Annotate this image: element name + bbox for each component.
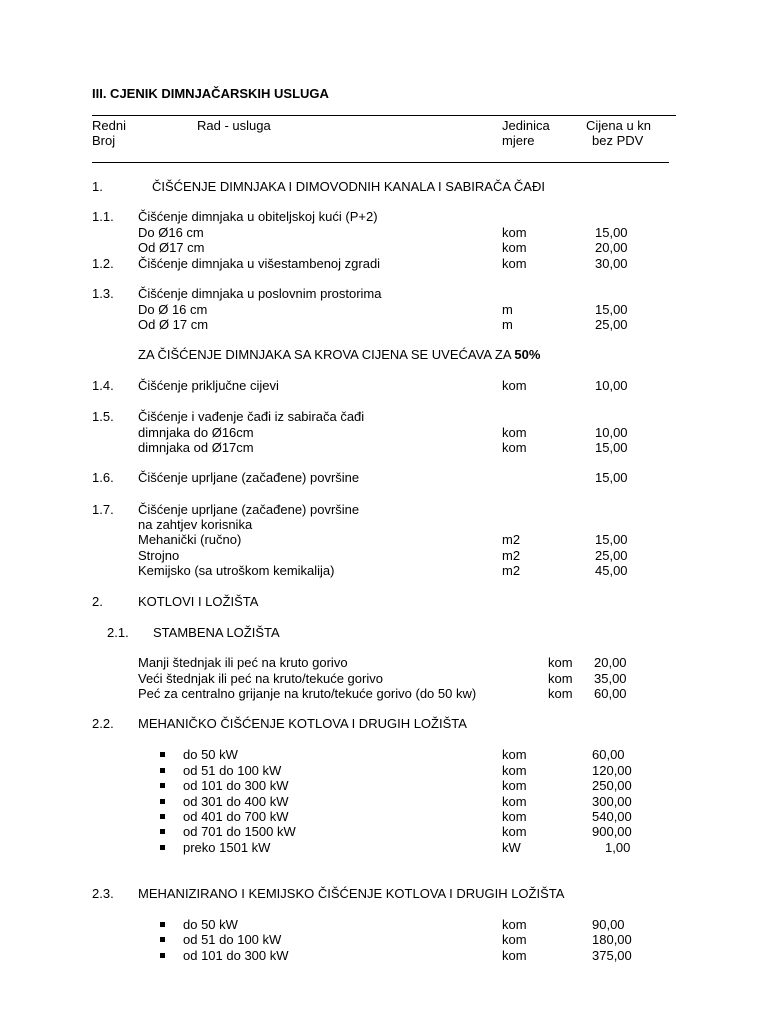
list-item-unit: kom (502, 809, 527, 824)
surcharge-note-text: ZA ČIŠĆENJE DIMNJAKA SA KROVA CIJENA SE UVEĆAVA ZA (138, 347, 515, 362)
list-item-price: 90,00 (592, 917, 625, 932)
row-price: 45,00 (595, 563, 628, 578)
item-number: 1.4. (92, 378, 114, 393)
item-title: Čišćenje uprljane (začađene) površine (138, 502, 360, 517)
row-unit: kom (502, 425, 527, 440)
list-item-label: preko 1501 kW (183, 840, 271, 855)
bullet-icon (160, 768, 165, 773)
row-label: Strojno (138, 548, 180, 563)
list-item-unit: kom (502, 794, 527, 809)
item-title-2: na zahtjev korisnika (138, 517, 253, 532)
list-item-price: 120,00 (592, 763, 632, 778)
page-title: III. CJENIK DIMNJAČARSKIH USLUGA (92, 86, 329, 101)
row-price: 20,00 (595, 240, 628, 255)
bullet-icon (160, 953, 165, 958)
bullet-icon (160, 829, 165, 834)
item-number: 1.7. (92, 502, 114, 517)
row-unit: m (502, 317, 513, 332)
bullet-icon (160, 783, 165, 788)
list-item-unit: kom (502, 824, 527, 839)
row-unit: m (502, 302, 513, 317)
row-unit: m2 (502, 532, 521, 547)
row-price: 15,00 (595, 470, 628, 485)
item-number: 2.1. (107, 625, 129, 640)
list-item-unit: kom (502, 948, 527, 963)
list-item-label: od 51 do 100 kW (183, 763, 282, 778)
item-title: MEHANIZIRANO I KEMIJSKO ČIŠĆENJE KOTLOVA I DRUGIH LOŽIŠTA (138, 886, 565, 901)
item-title: STAMBENA LOŽIŠTA (153, 625, 280, 640)
row-price: 15,00 (595, 440, 628, 455)
list-item-unit: kW (502, 840, 521, 855)
list-item-label: od 701 do 1500 kW (183, 824, 296, 839)
row-unit: m2 (502, 563, 521, 578)
bullet-icon (160, 752, 165, 757)
row-price: 10,00 (595, 425, 628, 440)
row-unit: m2 (502, 548, 521, 563)
item-number: 2.2. (92, 716, 114, 731)
list-item-price: 250,00 (592, 778, 632, 793)
list-item-price: 900,00 (592, 824, 632, 839)
list-item-price: 180,00 (592, 932, 632, 947)
header-col-price-2: bez PDV (592, 133, 644, 148)
row-price: 25,00 (595, 548, 628, 563)
item-number: 2.3. (92, 886, 114, 901)
row-price: 60,00 (594, 686, 627, 701)
row-label: Čišćenje dimnjaka u višestambenoj zgradi (138, 256, 381, 271)
row-label: Do Ø 16 cm (138, 302, 208, 317)
row-label: Do Ø16 cm (138, 225, 204, 240)
list-item-unit: kom (502, 763, 527, 778)
bullet-icon (160, 814, 165, 819)
section-number: 2. (92, 594, 103, 609)
section-title: KOTLOVI I LOŽIŠTA (138, 594, 259, 609)
row-price: 15,00 (595, 302, 628, 317)
header-col-service: Rad - usluga (197, 118, 271, 133)
row-unit: kom (502, 256, 527, 271)
row-label: Čišćenje uprljane (začađene) površine (138, 470, 360, 485)
bullet-icon (160, 845, 165, 850)
row-unit: kom (502, 378, 527, 393)
list-item-label: do 50 kW (183, 747, 238, 762)
row-label: dimnjaka do Ø16cm (138, 425, 254, 440)
row-label: Od Ø 17 cm (138, 317, 209, 332)
row-price: 15,00 (595, 532, 628, 547)
row-label: Veći štednjak ili peć na kruto/tekuće gorivo (138, 671, 383, 686)
item-number: 1.2. (92, 256, 114, 271)
item-number: 1.6. (92, 470, 114, 485)
bullet-icon (160, 922, 165, 927)
list-item-price: 540,00 (592, 809, 632, 824)
list-item-price: 60,00 (592, 747, 625, 762)
list-item-label: od 51 do 100 kW (183, 932, 282, 947)
list-item-label: do 50 kW (183, 917, 238, 932)
row-price: 20,00 (594, 655, 627, 670)
row-label: dimnjaka od Ø17cm (138, 440, 254, 455)
bullet-icon (160, 799, 165, 804)
title-rule (92, 115, 676, 116)
list-item-label: od 301 do 400 kW (183, 794, 289, 809)
header-col-no: Redni (92, 118, 126, 133)
bullet-icon (160, 937, 165, 942)
row-unit: kom (502, 240, 527, 255)
row-label: Od Ø17 cm (138, 240, 205, 255)
item-number: 1.5. (92, 409, 114, 424)
list-item-price: 300,00 (592, 794, 632, 809)
row-label: Kemijsko (sa utroškom kemikalija) (138, 563, 335, 578)
item-title: Čišćenje dimnjaka u obiteljskoj kući (P+2) (138, 209, 378, 224)
row-unit: kom (548, 686, 573, 701)
list-item-unit: kom (502, 747, 527, 762)
item-number: 1.1. (92, 209, 114, 224)
row-label: Peć za centralno grijanje na kruto/tekuće gorivo (do 50 kw) (138, 686, 477, 701)
section-number: 1. (92, 179, 103, 194)
row-label: Čišćenje priključne cijevi (138, 378, 279, 393)
row-price: 30,00 (595, 256, 628, 271)
list-item-label: od 101 do 300 kW (183, 948, 289, 963)
row-unit: kom (548, 655, 573, 670)
header-col-no-2: Broj (92, 133, 116, 148)
row-unit: kom (502, 225, 527, 240)
row-unit: kom (502, 440, 527, 455)
header-rule (92, 162, 669, 163)
row-unit: kom (548, 671, 573, 686)
row-price: 35,00 (594, 671, 627, 686)
row-price: 10,00 (595, 378, 628, 393)
list-item-price: 375,00 (592, 948, 632, 963)
list-item-unit: kom (502, 917, 527, 932)
list-item-unit: kom (502, 778, 527, 793)
header-col-unit: Jedinica (502, 118, 550, 133)
row-price: 25,00 (595, 317, 628, 332)
row-label: Mehanički (ručno) (138, 532, 242, 547)
surcharge-note (138, 347, 540, 362)
item-title: MEHANIČKO ČIŠĆENJE KOTLOVA I DRUGIH LOŽIŠTA (138, 716, 467, 731)
header-col-unit-2: mjere (502, 133, 535, 148)
surcharge-percent: 50% (514, 347, 541, 362)
header-col-price: Cijena u kn (586, 118, 652, 133)
list-item-unit: kom (502, 932, 527, 947)
list-item-label: od 101 do 300 kW (183, 778, 289, 793)
row-price: 15,00 (595, 225, 628, 240)
list-item-label: od 401 do 700 kW (183, 809, 289, 824)
item-title: Čišćenje dimnjaka u poslovnim prostorima (138, 286, 382, 301)
item-title: Čišćenje i vađenje čađi iz sabirača čađi (138, 409, 365, 424)
list-item-price: 1,00 (605, 840, 631, 855)
item-number: 1.3. (92, 286, 114, 301)
row-label: Manji štednjak ili peć na kruto gorivo (138, 655, 348, 670)
section-title: ČIŠĆENJE DIMNJAKA I DIMOVODNIH KANALA I SABIRAČA ČAĐI (152, 179, 545, 194)
